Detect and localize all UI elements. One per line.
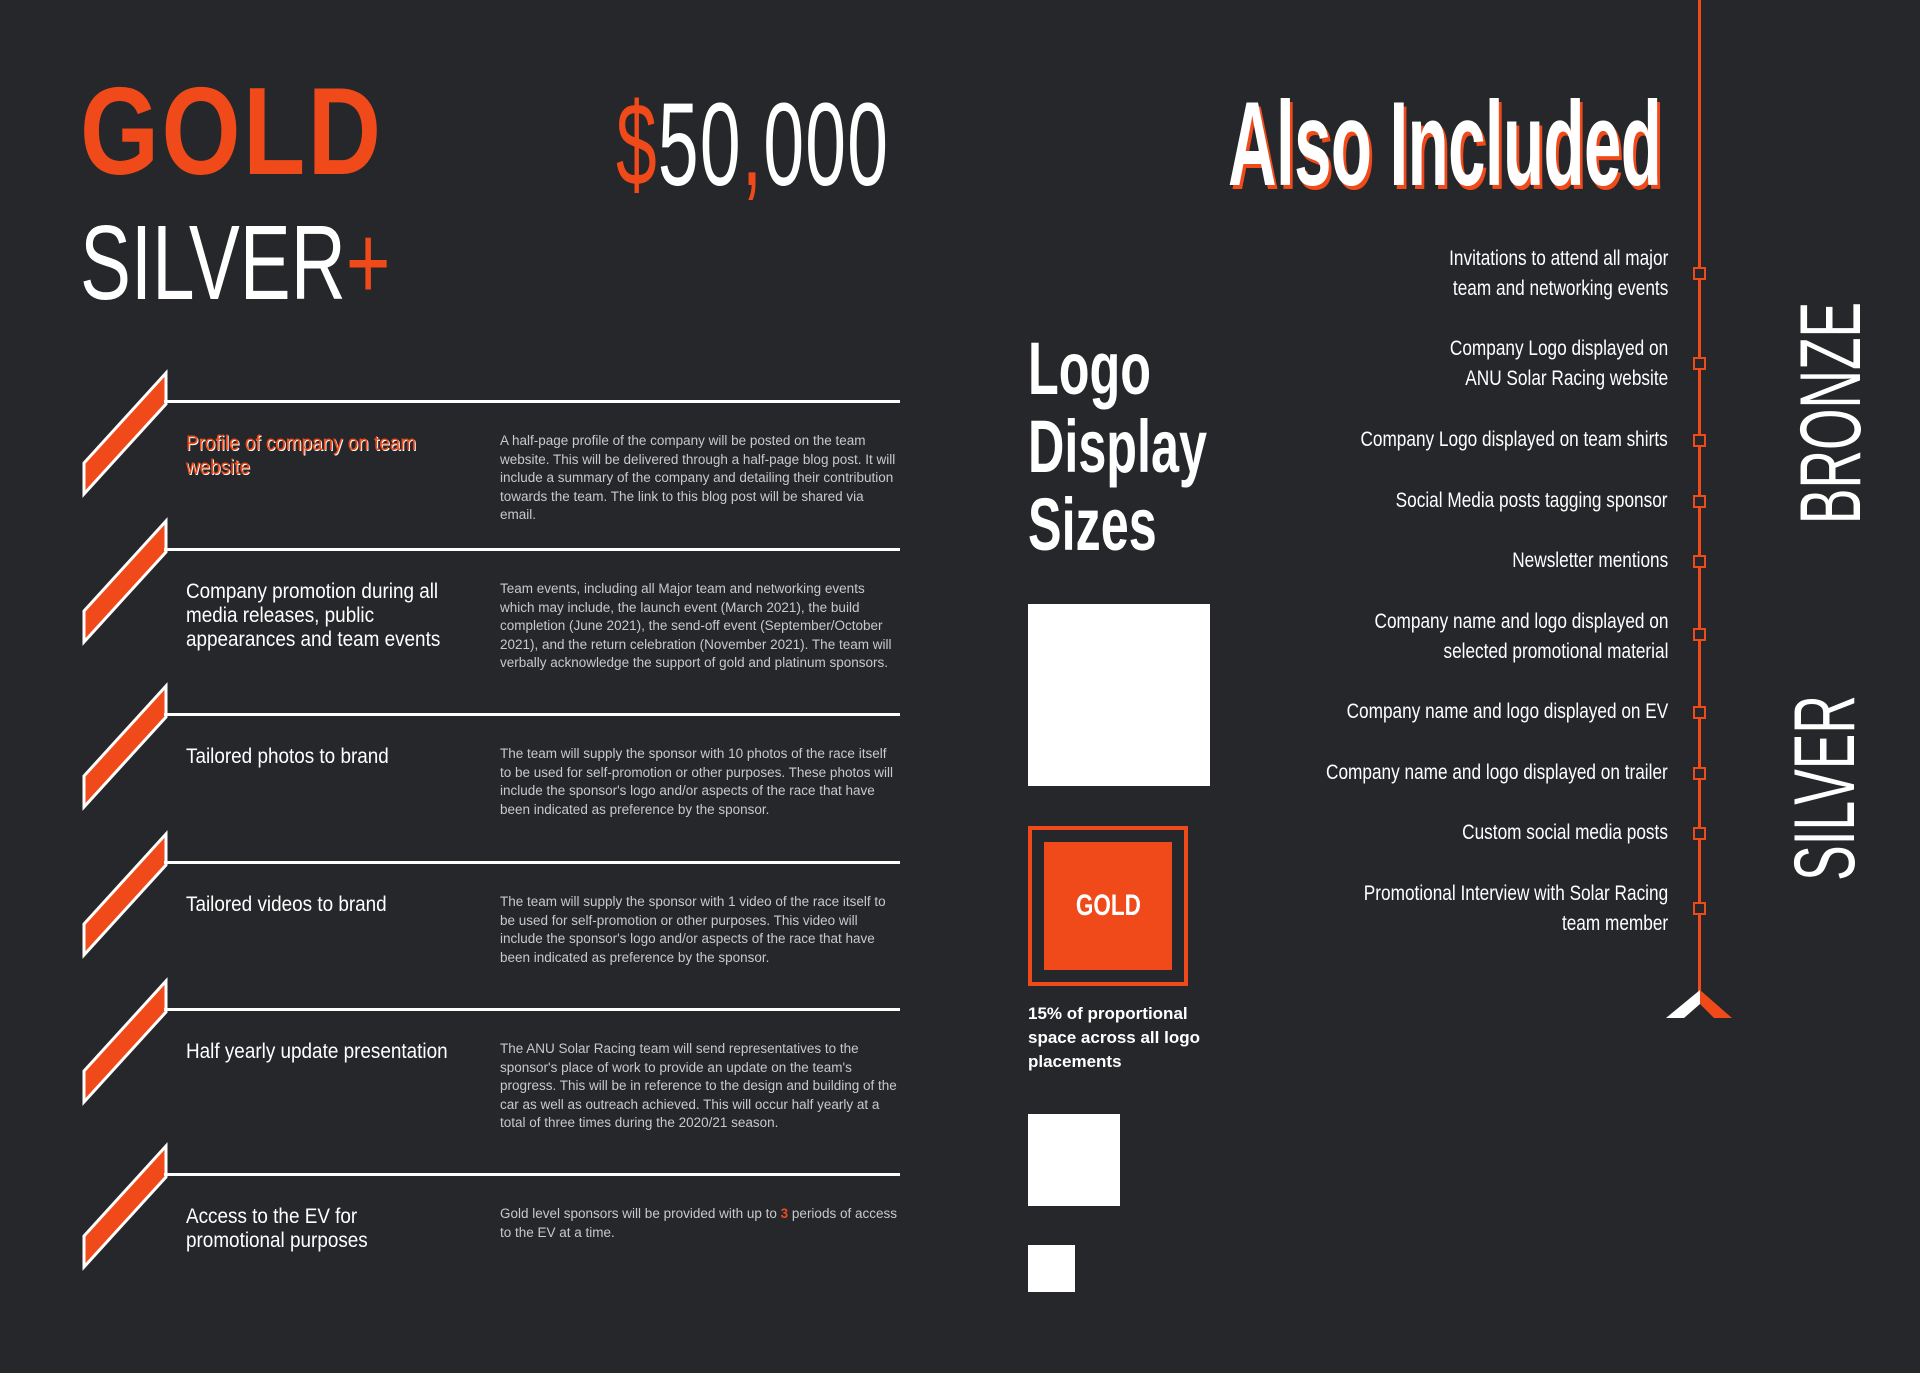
tier-title: GOLD [80, 63, 384, 201]
benefit-row [80, 713, 900, 843]
price-units: 000 [763, 79, 890, 211]
benefit-description: The team will supply the sponsor with 10 photos of the race itself to be used for self-promotion or other purposes. These photos will include the sponsor's logo and/or aspects of the race that have been indicated as preference by the sponsor. [500, 746, 893, 817]
timeline-marker-icon [1693, 495, 1706, 508]
included-item: Promotional Interview with Solar Racing team member [1363, 882, 1668, 935]
benefit-description: Team events, including all Major team and networking events which may include, the launch event (March 2021), the build completion (June 2021), the send-off event (September/October 2021), and the return celebration (November 2021). The team will verbally acknowledge the support of gold and platinum sponsors. [500, 581, 892, 670]
price-thousands: 50 [657, 79, 742, 211]
included-item: Company name and logo displayed on selected promotional material [1374, 610, 1668, 663]
benefit-title: Company promotion during all media releases, public appearances and team events [186, 580, 441, 651]
logo-size-box-small [1028, 1114, 1120, 1206]
price [616, 79, 890, 211]
benefit-title: Tailored photos to brand [186, 745, 389, 768]
gold-space-note: 15% of proportional space across all logo placements [1028, 1004, 1200, 1071]
slash-icon [80, 368, 170, 498]
slash-icon [80, 829, 170, 959]
subtier-label: SILVER [80, 204, 346, 322]
benefit-description: The team will supply the sponsor with 1 video of the race itself to be used for self-promotion or other purposes. This video will include the sponsor's logo and/or aspects of the race that have been indicated as preference by the sponsor. [500, 894, 886, 965]
row-divider [164, 713, 900, 716]
row-divider [164, 1008, 900, 1011]
heading-line: Sizes [1028, 483, 1157, 566]
timeline-marker-icon [1693, 767, 1706, 780]
benefit-row [80, 548, 900, 678]
timeline-marker-icon [1693, 902, 1706, 915]
included-item: Company name and logo displayed on trailer [1326, 761, 1668, 784]
desc-text-before: Gold level sponsors will be provided with up to [500, 1206, 781, 1221]
row-divider [164, 400, 900, 403]
benefit-description: A half-page profile of the company will be posted on the team website. This will be delivered through a half-page blog post. It will include a summary of the company and detailing their contribution towards the team. The link to this blog post will be shared via email. [500, 433, 896, 522]
gold-logo-box [1044, 842, 1172, 970]
timeline-marker-icon [1693, 827, 1706, 840]
slash-icon [80, 681, 170, 811]
also-included-title: Also Included [1228, 77, 1662, 211]
included-item: Company name and logo displayed on EV [1346, 700, 1668, 723]
included-item: Social Media posts tagging sponsor [1396, 489, 1668, 512]
benefit-description: The ANU Solar Racing team will send representatives to the sponsor's place of work to provide an update on the team's progress. This will be in reference to the design and building of the car as well as outreach achieved. This will occur half yearly at a total of three times during the 2020/21 season. [500, 1041, 897, 1130]
price-currency: $ [616, 79, 658, 211]
row-divider [164, 548, 900, 551]
included-item: Newsletter mentions [1511, 549, 1668, 572]
benefit-title: Access to the EV for promotional purposes [186, 1205, 368, 1252]
chevron-up-icon [1664, 988, 1734, 1020]
included-item: Company Logo displayed on team shirts [1360, 428, 1668, 451]
heading-line: Logo [1028, 327, 1151, 410]
row-divider [164, 861, 900, 864]
benefit-row [80, 861, 900, 991]
slash-icon [80, 1141, 170, 1271]
logo-size-box-large [1028, 604, 1210, 786]
benefit-description [500, 1205, 900, 1242]
included-item: Custom social media posts [1462, 821, 1668, 844]
desc-text-after: periods of access to the EV at a time. [500, 1206, 897, 1240]
access-periods-count: 3 [780, 1206, 789, 1221]
benefit-row [80, 1008, 900, 1138]
timeline-marker-icon [1693, 434, 1706, 447]
timeline-marker-icon [1693, 555, 1706, 568]
bronze-tier-label: BRONZE [1783, 301, 1880, 525]
timeline-marker-icon [1693, 357, 1706, 370]
row-divider [164, 1173, 900, 1176]
benefit-title: Profile of company on team website [186, 432, 417, 479]
included-item: Company Logo displayed on ANU Solar Racing website [1449, 337, 1668, 390]
plus-symbol: + [345, 204, 391, 322]
gold-box-label: GOLD [1075, 889, 1141, 922]
benefit-row [80, 1173, 900, 1303]
timeline-marker-icon [1693, 706, 1706, 719]
slash-icon [80, 516, 170, 646]
benefit-row [80, 400, 900, 530]
benefit-title: Tailored videos to brand [186, 893, 387, 916]
logo-size-box-smallest [1028, 1245, 1075, 1292]
timeline-marker-icon [1693, 267, 1706, 280]
logo-sizes-heading [1028, 327, 1207, 566]
silver-tier-label: SILVER [1776, 695, 1873, 881]
included-item: Invitations to attend all major team and networking events [1448, 247, 1668, 300]
slash-icon [80, 976, 170, 1106]
timeline-marker-icon [1693, 628, 1706, 641]
price-comma: , [741, 79, 764, 211]
benefit-title: Half yearly update presentation [186, 1040, 448, 1063]
heading-line: Display [1028, 405, 1207, 488]
subtier-heading [80, 204, 391, 322]
